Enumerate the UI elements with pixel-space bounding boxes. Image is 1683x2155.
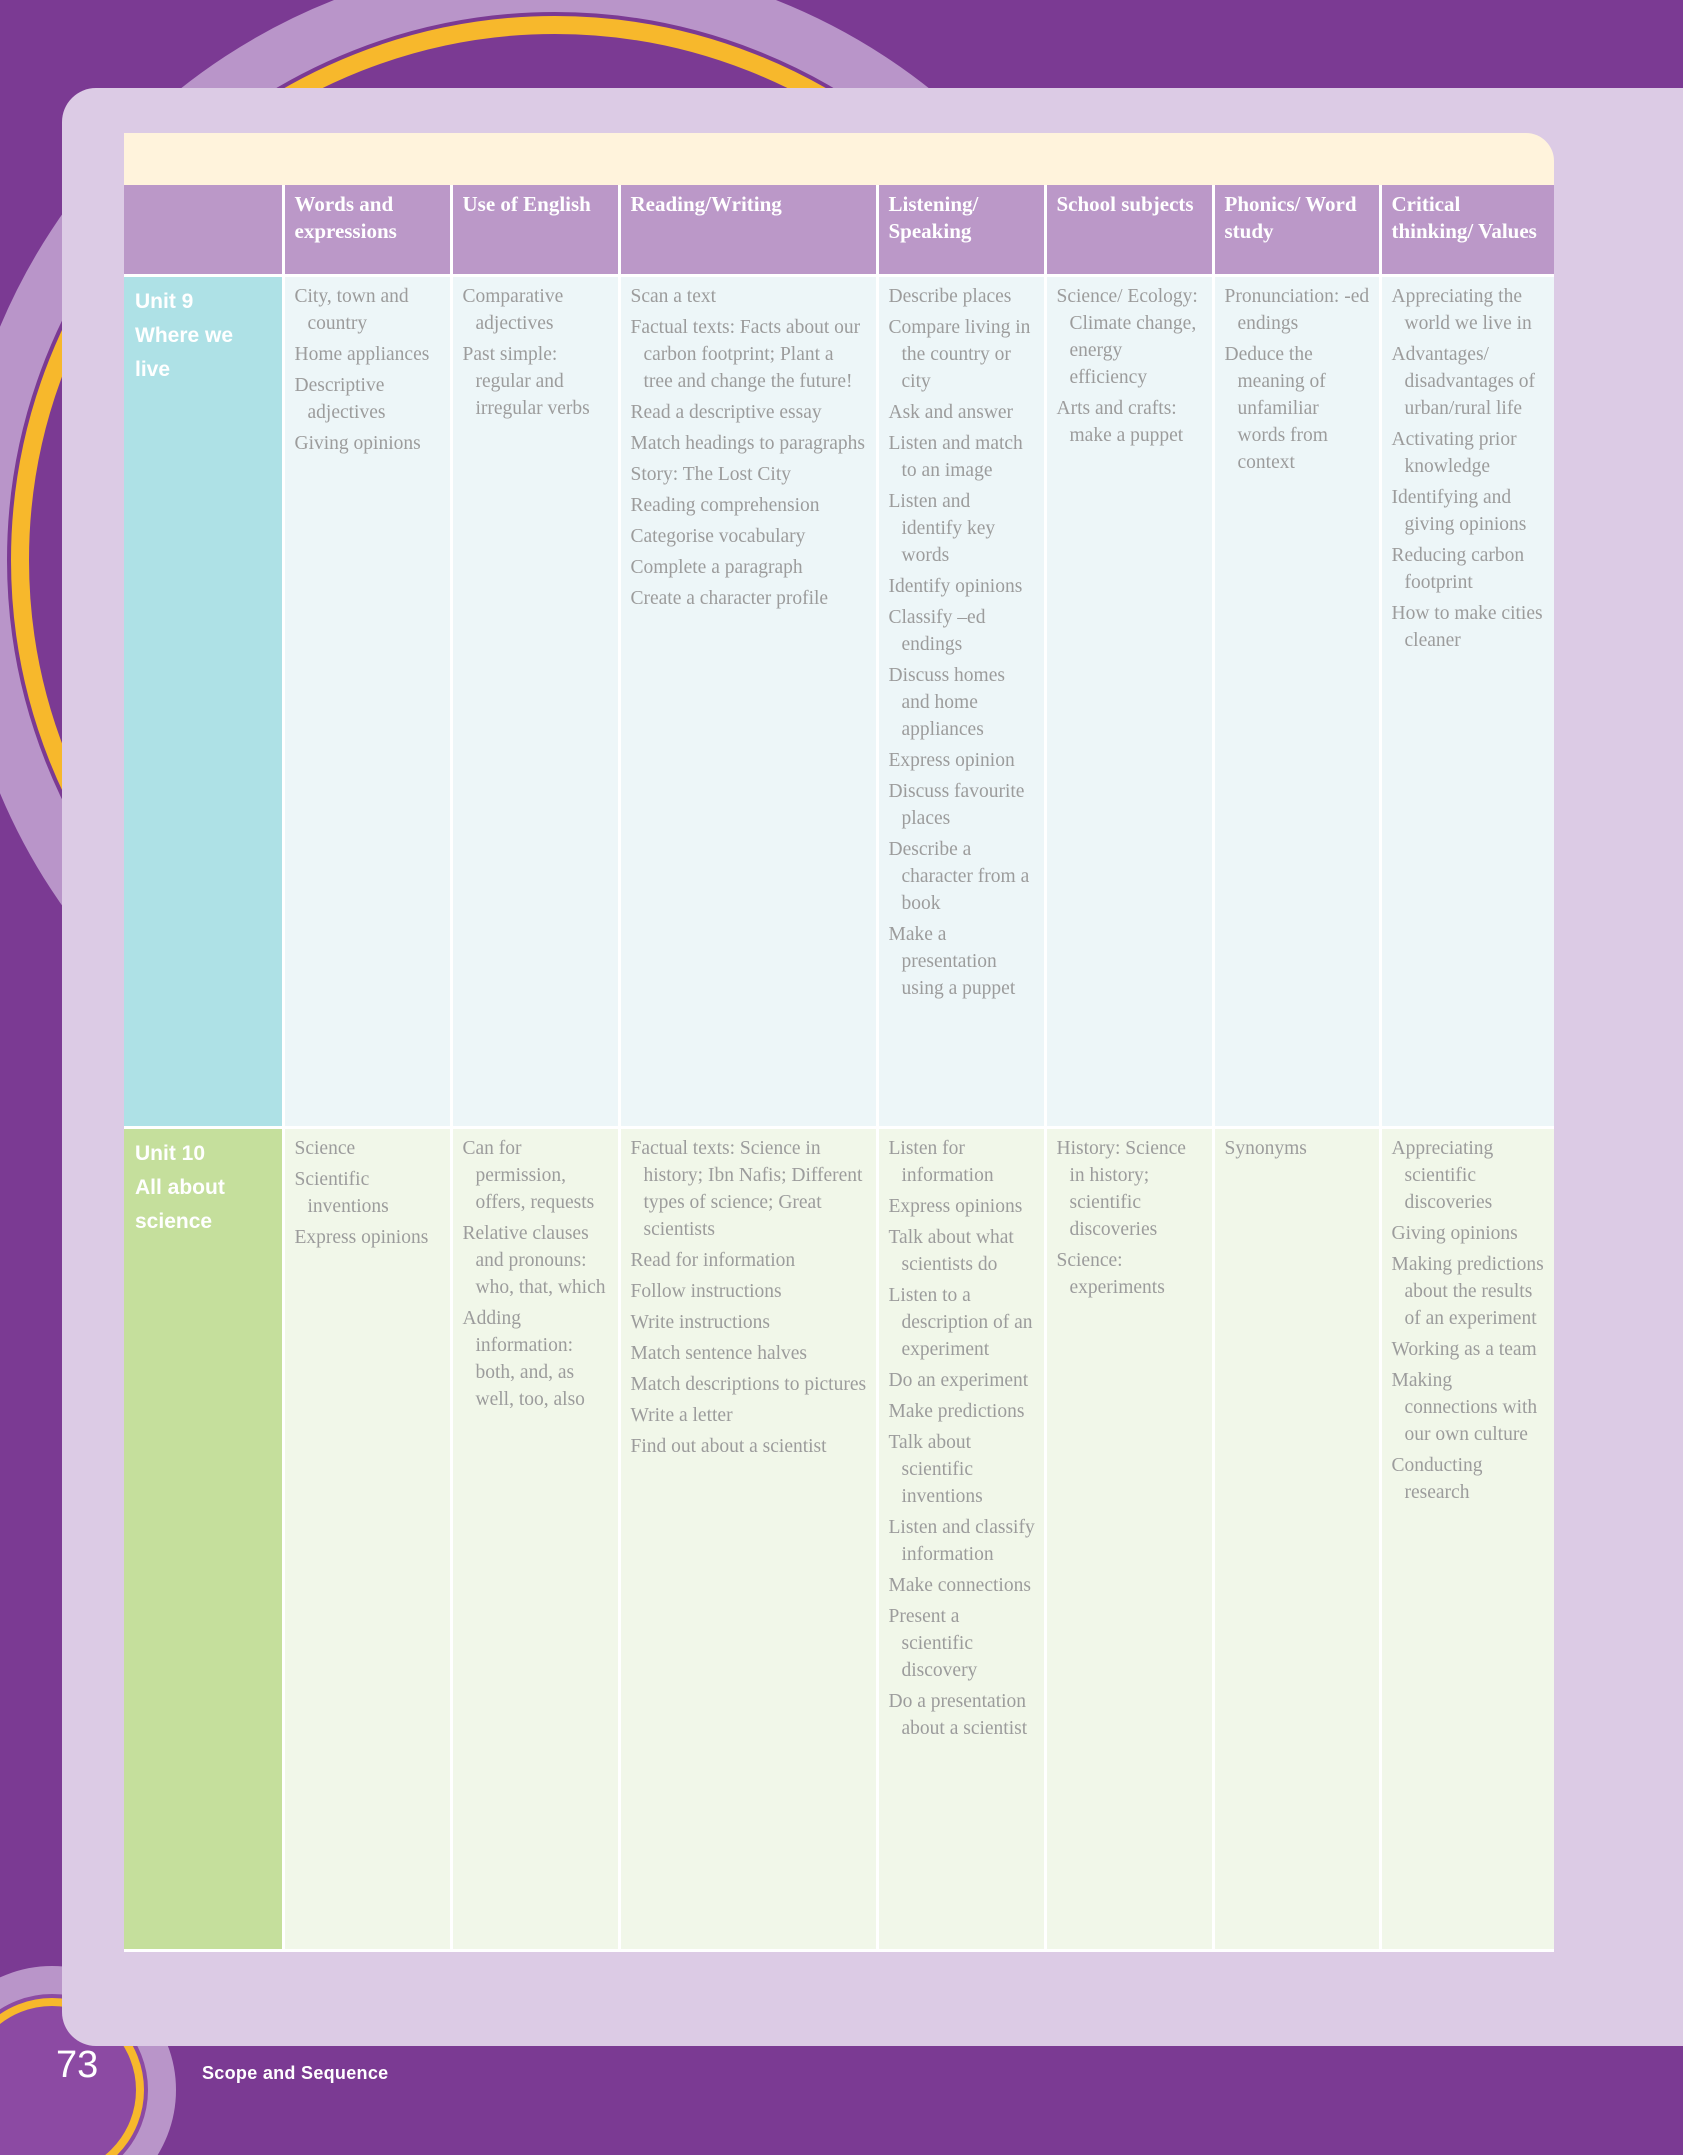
footer-section-title: Scope and Sequence: [202, 2063, 389, 2083]
cell-item: Write a letter: [630, 1404, 733, 1426]
cell-item: Relative clauses and pronouns: who, that, which: [462, 1222, 606, 1298]
cell-item: Listen and classify information: [888, 1516, 1035, 1565]
cell-item: Past simple: regular and irregular verbs: [462, 343, 590, 419]
unit-title: Where we live: [135, 323, 234, 381]
cell-item: Scientific inventions: [294, 1168, 389, 1217]
cell-listening-speaking: [877, 1127, 1045, 1950]
cell-item: Appreciating scientific discoveries: [1391, 1137, 1494, 1213]
cell-item: Read for information: [630, 1249, 796, 1271]
cell-item: City, town and country: [294, 285, 409, 334]
cell-phonics-word-study: [1213, 275, 1380, 1127]
unit-row: [124, 275, 1554, 1127]
cell-item: Make predictions: [888, 1400, 1025, 1422]
unit-label-cell: [124, 1127, 283, 1950]
header-critical-thinking: Critical thinking/ Values: [1380, 185, 1554, 275]
cell-item: Describe a character from a book: [888, 838, 1030, 914]
cell-item: Make connections: [888, 1574, 1031, 1596]
cell-item: How to make cities cleaner: [1391, 602, 1543, 651]
cell-item: Ask and answer: [888, 401, 1014, 423]
cell-phonics-word-study: [1213, 1127, 1380, 1950]
header-row: [124, 185, 1554, 275]
cell-words-expressions: [283, 1127, 451, 1950]
cell-item: Write instructions: [630, 1311, 770, 1333]
cell-item: Listen and identify key words: [888, 490, 996, 566]
cell-item: Read a descriptive essay: [630, 401, 822, 423]
header-words-expressions: Words and expressions: [283, 185, 451, 275]
cell-critical-thinking: [1380, 275, 1554, 1127]
cell-words-expressions: [283, 275, 451, 1127]
cell-item-list: [1392, 283, 1547, 654]
cell-item-list: [295, 283, 442, 457]
cell-item: Express opinions: [294, 1226, 429, 1248]
cell-item: Science: [294, 1137, 356, 1159]
cell-item: Talk about what scientists do: [888, 1226, 1014, 1275]
cell-item: Discuss favourite places: [888, 780, 1025, 829]
header-reading-writing: Reading/Writing: [619, 185, 877, 275]
cell-item-list: [1057, 283, 1204, 449]
cell-item: Match headings to paragraphs: [630, 432, 865, 454]
cell-reading-writing: [619, 275, 877, 1127]
cell-item: Match descriptions to pictures: [630, 1373, 867, 1395]
cell-item: Advantages/ disadvantages of urban/rural life: [1391, 343, 1536, 419]
cell-item: Discuss homes and home appliances: [888, 664, 1005, 740]
cell-item: Identifying and giving opinions: [1391, 486, 1527, 535]
unit-number: Unit 9: [135, 289, 194, 313]
cell-item-list: [1225, 283, 1371, 476]
unit-number: Unit 10: [135, 1141, 206, 1165]
cell-item: Making predictions about the results of an experiment: [1391, 1253, 1544, 1329]
cell-item: Make a presentation using a puppet: [888, 923, 1016, 999]
cell-item: Pronunciation: -ed endings: [1224, 285, 1370, 334]
cell-school-subjects: [1045, 1127, 1213, 1950]
cell-item: Home appliances: [294, 343, 430, 365]
cell-item: Scan a text: [630, 285, 717, 307]
cell-item: Adding information: both, and, as well, too, also: [462, 1307, 585, 1410]
cell-item: Identify opinions: [888, 575, 1023, 597]
header-banner: [124, 133, 1554, 185]
header-phonics-word-study: Phonics/ Word study: [1213, 185, 1380, 275]
header-listening-speaking: Listening/ Speaking: [877, 185, 1045, 275]
cell-use-of-english: [451, 1127, 619, 1950]
cell-item: Reading comprehension: [630, 494, 820, 516]
cell-item: Express opinions: [888, 1195, 1023, 1217]
unit-label-cell: [124, 275, 283, 1127]
cell-item: Appreciating the world we live in: [1391, 285, 1532, 334]
cell-item: Complete a paragraph: [630, 556, 803, 578]
cell-item: Factual texts: Science in history; Ibn Nafis; Different types of science; Great scientists: [630, 1137, 863, 1240]
cell-item: Deduce the meaning of unfamiliar words from context: [1224, 343, 1328, 473]
cell-use-of-english: [451, 275, 619, 1127]
cell-item: Do an experiment: [888, 1369, 1029, 1391]
cell-item: Present a scientific discovery: [888, 1605, 978, 1681]
cell-item: Classify –ed endings: [888, 606, 986, 655]
cell-item: Listen and match to an image: [888, 432, 1023, 481]
cell-item-list: [631, 283, 868, 612]
cell-item: Factual texts: Facts about our carbon footprint; Plant a tree and change the future!: [630, 316, 861, 392]
cell-item: Find out about a scientist: [630, 1435, 827, 1457]
header-use-of-english: Use of English: [451, 185, 619, 275]
cell-item: Giving opinions: [1391, 1222, 1518, 1244]
cell-item: Compare living in the country or city: [888, 316, 1031, 392]
cell-item: Conducting research: [1391, 1454, 1483, 1503]
cell-item-list: [631, 1135, 868, 1460]
cell-item: Create a character profile: [630, 587, 829, 609]
cell-item-list: [1392, 1135, 1547, 1506]
cell-item: Listen to a description of an experiment: [888, 1284, 1033, 1360]
header-school-subjects: School subjects: [1045, 185, 1213, 275]
cell-item: Comparative adjectives: [462, 285, 564, 334]
unit-row: [124, 1127, 1554, 1950]
unit-title: All about science: [135, 1175, 225, 1233]
cell-item: History: Science in history; scientific discoveries: [1056, 1137, 1186, 1240]
cell-item-list: [889, 283, 1036, 1002]
scope-table: [124, 185, 1554, 1952]
cell-item-list: [1057, 1135, 1204, 1301]
cell-item: Categorise vocabulary: [630, 525, 806, 547]
cell-item: Synonyms: [1224, 1137, 1307, 1159]
cell-item: Activating prior knowledge: [1391, 428, 1517, 477]
cell-item: Talk about scientific inventions: [888, 1431, 983, 1507]
cell-item: Science: experiments: [1056, 1249, 1165, 1298]
cell-item-list: [295, 1135, 442, 1251]
cell-school-subjects: [1045, 275, 1213, 1127]
cell-item: Describe places: [888, 285, 1012, 307]
cell-reading-writing: [619, 1127, 877, 1950]
cell-item: Match sentence halves: [630, 1342, 808, 1364]
cell-item: Arts and crafts: make a puppet: [1056, 397, 1184, 446]
cell-item: Giving opinions: [294, 432, 421, 454]
page-number: 73: [56, 2044, 99, 2086]
cell-item: Do a presentation about a scientist: [888, 1690, 1028, 1739]
cell-item: Follow instructions: [630, 1280, 782, 1302]
header-unit: [124, 185, 283, 275]
cell-item: Making connections with our own culture: [1391, 1369, 1538, 1445]
cell-item: Express opinion: [888, 749, 1015, 771]
cell-critical-thinking: [1380, 1127, 1554, 1950]
cell-listening-speaking: [877, 275, 1045, 1127]
cell-item-list: [1225, 1135, 1371, 1162]
cell-item: Science/ Ecology: Climate change, energy efficiency: [1056, 285, 1198, 388]
cell-item: Working as a team: [1391, 1338, 1537, 1360]
cell-item-list: [463, 283, 610, 422]
cell-item: Listen for information: [888, 1137, 994, 1186]
cell-item-list: [889, 1135, 1036, 1742]
cell-item: Story: The Lost City: [630, 463, 792, 485]
cell-item-list: [463, 1135, 610, 1413]
cell-item: Reducing carbon footprint: [1391, 544, 1525, 593]
cell-item: Descriptive adjectives: [294, 374, 386, 423]
cell-item: Can for permission, offers, requests: [462, 1137, 595, 1213]
